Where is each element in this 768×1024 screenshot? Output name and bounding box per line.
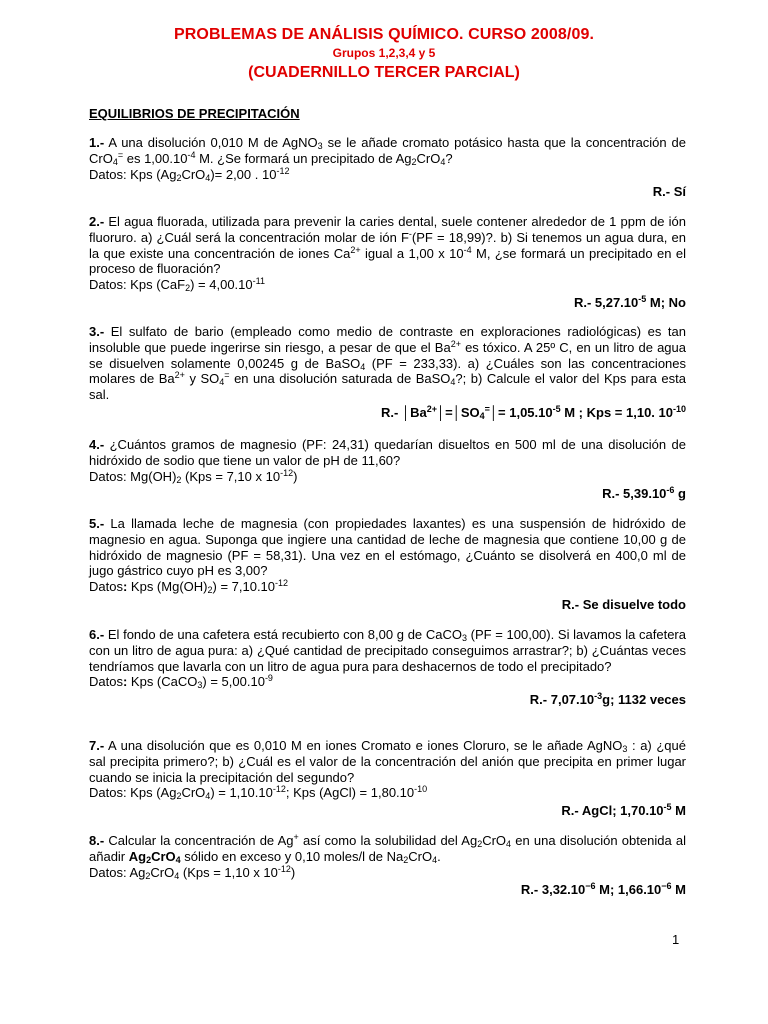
- problem-1-data: Datos: Kps $(Ag_2CrO_4)= 2,00$ . $10^{-12}$: [89, 165, 290, 183]
- problem-3: [89, 324, 686, 421]
- document-groups: Grupos 1,2,3,4 y 5: [332, 46, 436, 60]
- problem-5-data: Datos: Kps $(Mg(OH)_2) = 7,10.10^{-12}$: [89, 578, 289, 596]
- problem-2-data: Datos: Kps $(CaF_2) = 4,00.10^{-11}$: [89, 276, 265, 294]
- problem-5-text: 5.- La llamada leche de magnesia (con propiedades laxantes) es una suspensión de hidróxido de magnesio en agua. Suponga que ingiere una cantidad de leche de magnesia que contiene 10,00 g de hidróxido de magnesio (PF = 58,31). Una vez en el estómago, ¿Cuánto se disolverá en 400,0 ml de jugo gástrico cuyo pH es 3,00?: [89, 516, 686, 579]
- problem-6-answer: R.- $7,07.10^{-3}g$; 1132 veces: [529, 691, 686, 708]
- problem-1: [89, 135, 686, 200]
- problem-1-text: 1.- A una disolución 0,010 M de AgNO$_3$ se le añade cromato potásico hasta que la concentración de CrO$_4$= es $1,00.10^{-4}$ M. ¿Se formará un precipitado de $Ag_2CrO_4$?: [89, 135, 686, 167]
- document-subtitle: (CUADERNILLO TERCER PARCIAL): [248, 64, 520, 81]
- problem-2-text: 2.- El agua fluorada, utilizada para prevenir la caries dental, suele contener alrededor de 1 ppm de ión fluoruro. a) ¿Cuál será la concentración molar de ión F-(PF = 18,99)?. b) Si tenemos un agua dura, en la que existe una concentración de iones $Ca^{2+}$ igual a 1,00 x $10^{-4}$ M, ¿se formará un precipitado en el proceso de fluoración?: [89, 214, 686, 277]
- problem-6-data: Datos: Kps (CaCO$_3$) = $5,00.10^{-9}$: [89, 673, 273, 691]
- problem-5: [89, 516, 686, 613]
- problem-3-answer: R.- $│Ba^{2+}│=│SO_4^=│= 1,05.10^{-5}$ M ; Kps = 1,10. $10^{-10}$: [381, 403, 686, 421]
- problem-4: [89, 437, 686, 502]
- problem-4-answer: R.- $5,39.10^{-6}$ g: [602, 485, 686, 502]
- problem-7: [89, 738, 686, 819]
- problem-8-data: Datos: $Ag_2CrO_4$ (Kps = 1,10 x $10^{-12}$): [89, 863, 296, 881]
- problem-2-answer: R.- $5,27.10^{-5}$ M; No: [573, 293, 686, 310]
- problem-8-answer: R.- $3,32.10^{-6}$ M; $1,66.10^{-6}$ M: [520, 881, 686, 898]
- problem-2: [89, 214, 686, 311]
- problem-4-text: 4.- ¿Cuántos gramos de magnesio (PF: 24,31) quedarían disueltos en 500 ml de una disolución de hidróxido de sodio que tiene un valor de pH de 11,60?: [89, 437, 686, 468]
- section-title: EQUILIBRIOS DE PRECIPITACIÓN: [89, 106, 300, 121]
- problem-6-text: 6.- El fondo de una cafetera está recubierto con 8,00 g de CaCO$_3$ (PF = 100,00). Si lavamos la cafetera con un litro de agua pura: a) ¿Qué cantidad de precipitado conseguimos arrastrar?; b) ¿Cuántas veces tendríamos que lavarla con un litro de agua pura para deshacernos de todo el precipitado?: [89, 627, 686, 674]
- problem-5-answer: R.- Se disuelve todo: [561, 596, 686, 612]
- problem-4-data: Datos: $Mg(OH)_2$ (Kps = 7,10 x $10^{-12}$): [89, 467, 298, 485]
- problem-8: [89, 833, 686, 898]
- problem-number: 1.-: [89, 135, 105, 150]
- page-number: 1: [672, 932, 680, 947]
- document-title: PROBLEMAS DE ANÁLISIS QUÍMICO. CURSO 2008/09.: [174, 26, 594, 43]
- problem-7-data: Datos: Kps $(Ag_2CrO_4) = 1,10.10^{-12}$; Kps (AgCl) = $1,80.10^{-10}$: [89, 784, 428, 802]
- problem-6: [89, 627, 686, 708]
- problem-7-text: 7.- A una disolución que es 0,010 M en iones Cromato e iones Cloruro, se le añade AgNO$_3$ : a) ¿qué sal precipita primero?; b) ¿Cuál es el valor de la concentración del anión que precipita en primer lugar cuando se inicia la precipitación del segundo?: [89, 738, 686, 785]
- problem-7-answer: R.- AgCl; $1,70.10^{-5}$ M: [561, 802, 686, 819]
- problem-3-text: 3.- El sulfato de bario (empleado como medio de contraste en exploraciones radiológicas) es tan insoluble que puede ingerirse sin riesgo, a pesar de que el $Ba^{2+}$ es tóxico. A 25º C, en un litro de agua se disuelven solamente 0,00245 g de BaSO$_4$ (PF = 233,33). a) ¿Cuáles son las concentraciones molares de $Ba^{2+}$ y $SO_4^=$ en una disolución saturada de BaSO$_4$?; b) Calcule el valor del Kps para esta sal.: [89, 324, 687, 403]
- problem-1-answer: R.- Sí: [652, 184, 686, 200]
- problem-8-text: 8.- Calcular la concentración de Ag+ así como la solubilidad del $Ag_2CrO_4$ en una disolución obtenida al añadir $Ag_2CrO_4$ sólido en exceso y 0,10 moles/l de $Na_2CrO_4$.: [89, 832, 686, 865]
